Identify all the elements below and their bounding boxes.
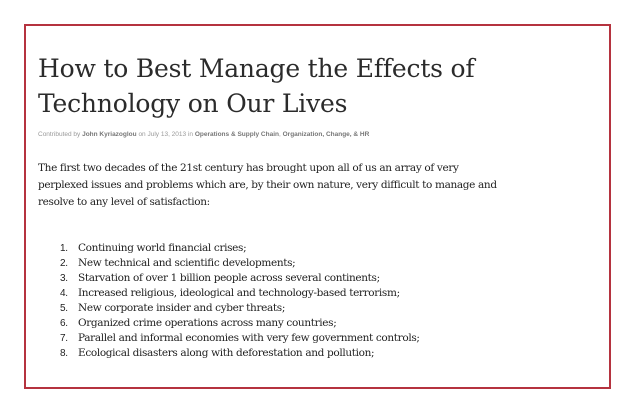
byline-separator: , [278, 131, 281, 138]
intro-paragraph [38, 160, 563, 211]
byline-author[interactable]: John Kyriazoglou [82, 131, 137, 138]
list-item-number: 6. [60, 318, 68, 329]
list-item-number: 8. [60, 348, 68, 359]
list-item [60, 346, 420, 361]
list-item [60, 301, 420, 316]
list-item [60, 256, 420, 271]
list-item-text: Increased religious, ideological and technology-based terrorism; [78, 287, 400, 299]
list-item-text: Ecological disasters along with deforestation and pollution; [78, 347, 375, 359]
title-line-1: How to Best Manage the Effects of [38, 54, 475, 83]
list-item-text: New corporate insider and cyber threats; [78, 302, 286, 314]
list-item-text: Parallel and informal economies with very few government controls; [78, 332, 420, 344]
list-item-text: Organized crime operations across many countries; [78, 317, 337, 329]
list-item-text: Starvation of over 1 billion people across several continents; [78, 272, 380, 284]
intro-line-3: resolve to any level of satisfaction: [38, 196, 210, 208]
list-item-number: 2. [60, 258, 68, 269]
list-item [60, 286, 420, 301]
title-line-2: Technology on Our Lives [38, 89, 348, 118]
list-item-text: New technical and scientific developments; [78, 257, 296, 269]
list-item [60, 331, 420, 346]
byline-category-operations[interactable]: Operations & Supply Chain [194, 131, 279, 138]
byline-category-organization[interactable]: Organization, Change, & HR [282, 131, 370, 138]
list-item-text: Continuing world financial crises; [78, 242, 247, 254]
intro-line-2: perplexed issues and problems which are, by their own nature, very difficult to manage and [38, 179, 497, 191]
list-item [60, 316, 420, 331]
issues-list [60, 241, 420, 361]
list-item [60, 241, 420, 256]
list-item-number: 3. [60, 273, 68, 284]
intro-line-1: The first two decades of the 21st century has brought upon all of us an array of very [38, 162, 459, 174]
article-title [38, 51, 583, 121]
list-item [60, 271, 420, 286]
byline-prefix: Contributed by [38, 131, 81, 138]
byline-date: on July 13, 2013 in [138, 131, 194, 138]
list-item-number: 1. [60, 243, 68, 254]
byline [38, 130, 583, 139]
list-item-number: 4. [60, 288, 68, 299]
list-item-number: 5. [60, 303, 68, 314]
list-item-number: 7. [60, 333, 68, 344]
